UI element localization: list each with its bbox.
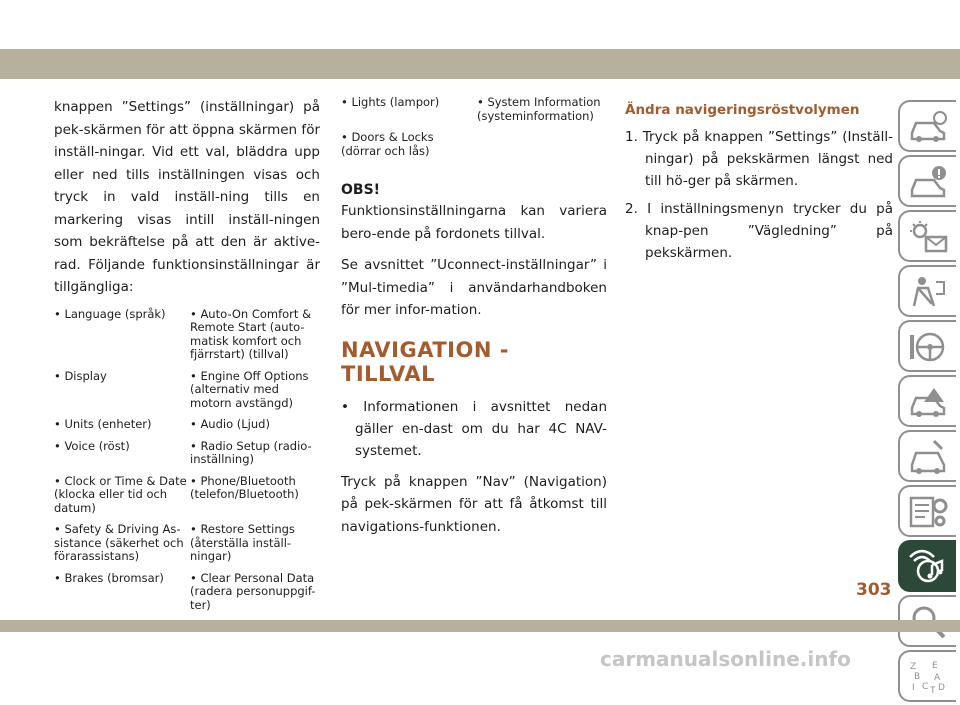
bottom-band (0, 620, 960, 632)
step-item: 2. I inställningsmenyn trycker du på knap-pen ”Vägledning” på pekskärmen. (625, 201, 893, 261)
settings-item: • Voice (röst) (54, 438, 130, 453)
tab-emergency[interactable] (898, 375, 956, 427)
tab-lights-messages[interactable] (898, 210, 956, 262)
settings-list (54, 308, 320, 621)
index-letter: I (912, 683, 915, 693)
column-2 (341, 96, 607, 547)
tab-driving[interactable] (898, 320, 956, 372)
index-letter: Z (910, 662, 917, 672)
reference-paragraph: Se avsnittet ”Uconnect-inställningar” i ”Mul-timedia” i användarhandboken för mer infor-mation. (341, 257, 607, 318)
page-number: 303 (856, 580, 892, 600)
settings-item: • Auto-On Comfort & Remote Start (auto-matisk komfort och fjärrstart) (tillval) (190, 306, 312, 361)
settings-item: • Display (54, 368, 107, 383)
settings-list-continued (341, 96, 607, 166)
intro-paragraph: knappen ”Settings” (inställningar) på pek-skärmen för att öppna skärmen för inställ-ningar. Vid ett val, bläddra upp eller ned tills inställningen visas och tryck in vald inställ-ning tills en markering visas intill inställ-ningen som bekräftelse på att den är aktive-rad. Följande funktionsinställningar är tillgängliga: (54, 99, 320, 295)
index-letter: C (922, 682, 929, 692)
tab-car-warning[interactable] (898, 155, 956, 207)
tab-safety[interactable] (898, 265, 956, 317)
chapter-tabs (898, 100, 960, 705)
settings-item: • Restore Settings (återställa inställ-ningar) (190, 522, 295, 563)
tab-index[interactable] (898, 650, 956, 702)
tab-service[interactable] (898, 430, 956, 482)
index-letter: A (934, 673, 941, 683)
index-letters-icon (908, 659, 950, 695)
multimedia-icon (908, 549, 950, 585)
note-title: OBS! (341, 182, 381, 198)
settings-item: • Clear Personal Data (radera personuppgif-ter) (190, 570, 316, 612)
note-text: Funktionsinställningarna kan variera bero-ende på fordonets tillval. (341, 203, 607, 242)
settings-item: • System Information (systeminformation) (477, 95, 601, 123)
seatbelt-icon (908, 274, 950, 310)
index-letter: B (914, 672, 921, 682)
car-warning-icon (908, 164, 950, 200)
settings-item: • Radio Setup (radio-inställning) (190, 438, 312, 466)
tab-specifications[interactable] (898, 485, 956, 537)
settings-item (477, 131, 607, 166)
settings-item: • Clock or Time & Date (klocka eller tid och datum) (54, 473, 187, 515)
settings-item: • Language (språk) (54, 306, 166, 321)
light-mail-icon (908, 219, 950, 255)
top-band (0, 49, 960, 79)
column-3 (625, 96, 893, 270)
settings-item: • Brakes (bromsar) (54, 570, 164, 585)
tab-multimedia[interactable] (898, 540, 956, 592)
index-letter: E (932, 661, 938, 671)
index-letter: D (938, 683, 945, 693)
settings-item: • Engine Off Options (alternativ med motorn avstängd) (190, 368, 309, 410)
car-info-icon (908, 109, 950, 145)
car-tow-icon (908, 384, 950, 420)
car-service-icon (908, 439, 950, 475)
bullet-item: • Informationen i avsnittet nedan gäller en-dast om du har 4C NAV-systemet. (341, 398, 607, 459)
step-item: 1. Tryck på knappen ”Settings” (Inställ-ningar) på pekskärmen längst ned till hö-ger på skärmen. (625, 129, 893, 189)
navigation-paragraph: Tryck på knappen ”Nav” (Navigation) på pek-skärmen för att få åtkomst till navigations-funktionen. (341, 473, 607, 535)
steering-wheel-icon (908, 329, 950, 365)
settings-item: • Phone/Bluetooth (telefon/Bluetooth) (190, 473, 299, 501)
settings-list-icon (908, 494, 950, 530)
index-letter: T (930, 686, 936, 695)
column-1 (54, 96, 320, 620)
settings-item: • Units (enheter) (54, 417, 152, 431)
watermark: carmanualsonline.info (600, 647, 851, 671)
section-heading: NAVIGATION - TILLVAL (341, 337, 509, 386)
settings-item: • Safety & Driving As-sistance (säkerhet och förarassistans) (54, 522, 184, 563)
settings-item: • Audio (Ljud) (190, 417, 270, 431)
settings-item: • Doors & Locks (dörrar och lås) (341, 130, 434, 158)
tab-car-info[interactable] (898, 100, 956, 152)
subsection-heading: Ändra navigeringsröstvolymen (625, 102, 860, 118)
settings-item: • Lights (lampor) (341, 95, 440, 109)
